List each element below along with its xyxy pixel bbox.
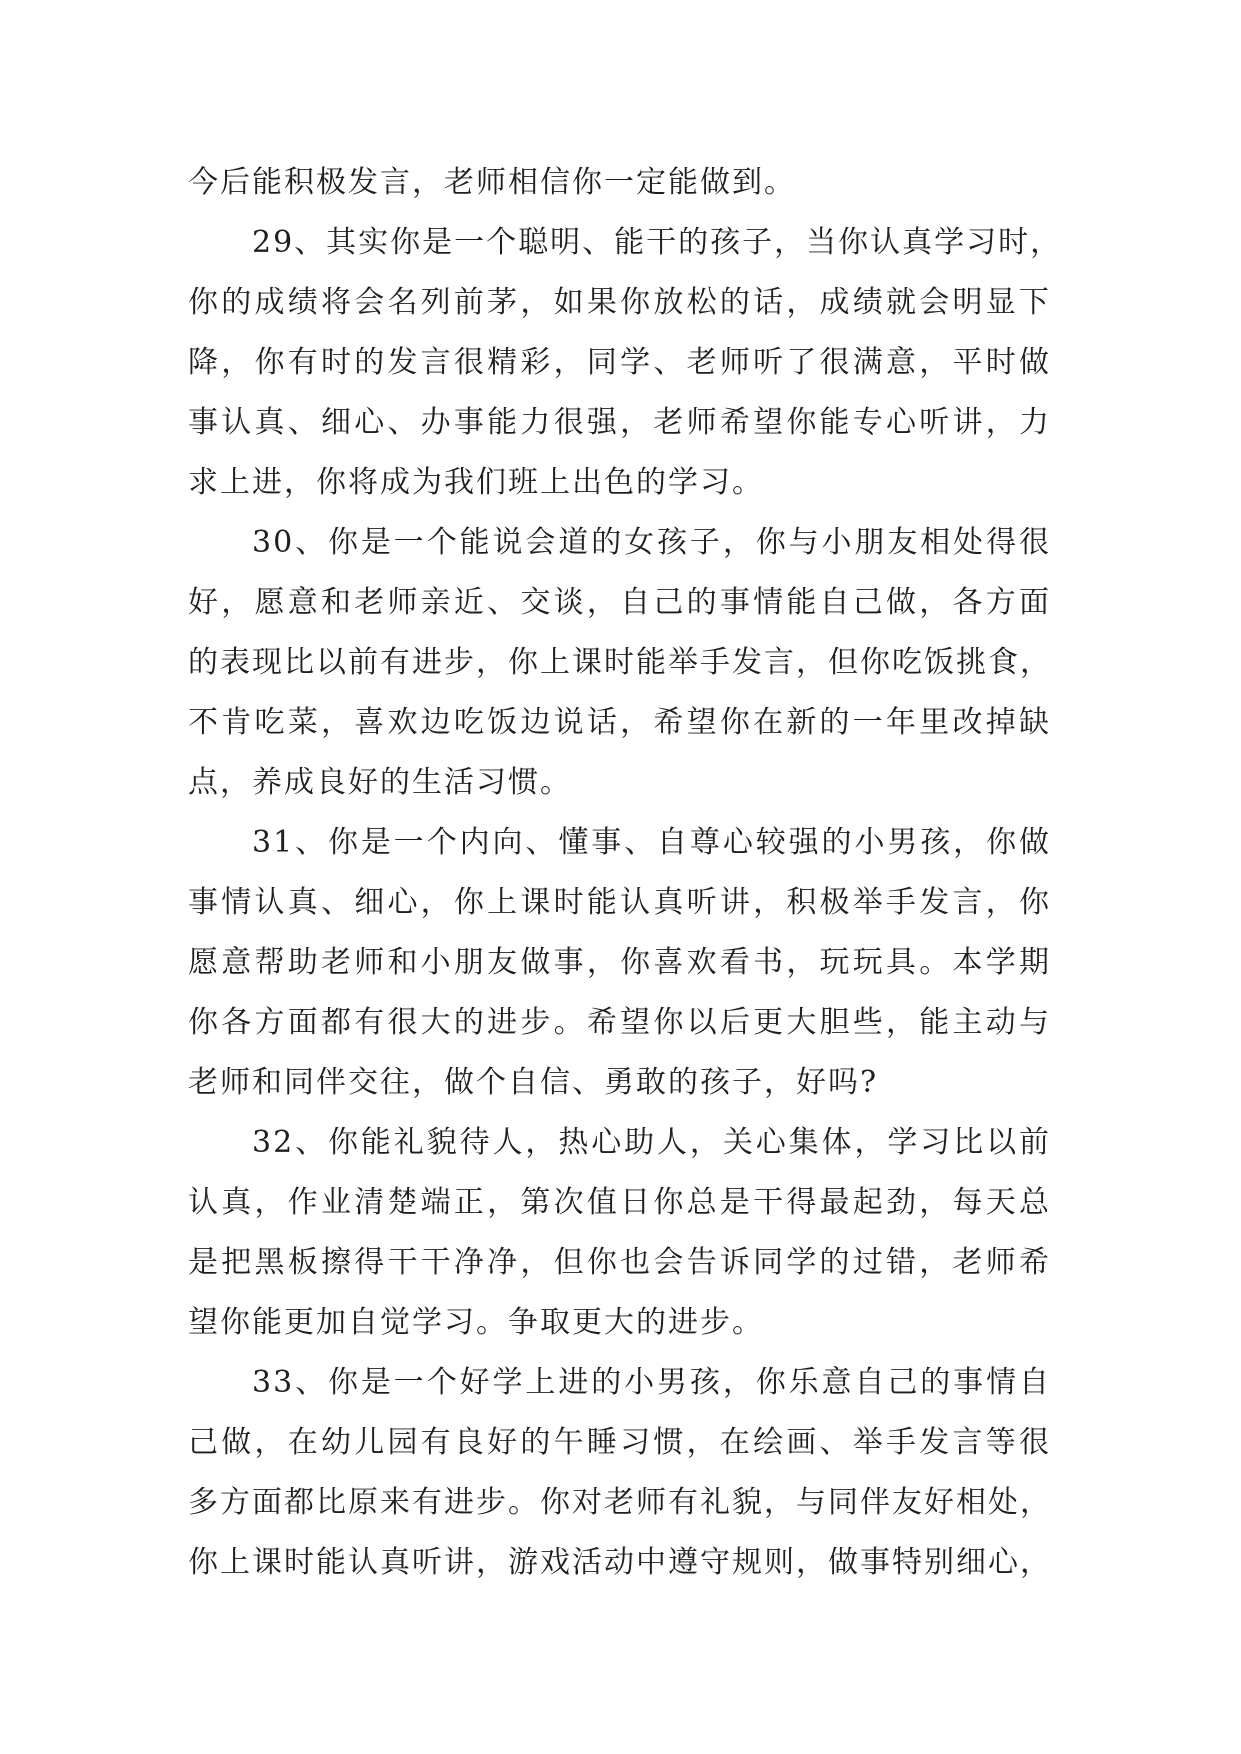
text-line: 的表现比以前有进步，你上课时能举手发言，但你吃饭挑食， <box>188 645 1052 680</box>
paragraph-32-line: 32、你能礼貌待人，热心助人，关心集体，学习比以前 <box>252 1125 1051 1160</box>
text-line: 事情认真、细心，你上课时能认真听讲，积极举手发言，你 <box>188 885 1051 920</box>
paragraph-31-line: 31、你是一个内向、懂事、自尊心较强的小男孩，你做 <box>252 825 1051 860</box>
text-line: 事认真、细心、办事能力很强，老师希望你能专心听讲，力 <box>188 405 1051 440</box>
text-line: 不肯吃菜，喜欢边吃饭边说话，希望你在新的一年里改掉缺 <box>188 705 1051 740</box>
text-line: 老师和同伴交往，做个自信、勇敢的孩子，好吗? <box>188 1065 879 1100</box>
paragraph-33-line: 33、你是一个好学上进的小男孩，你乐意自己的事情自 <box>252 1365 1051 1400</box>
document-body <box>188 153 1063 1593</box>
text-line: 愿意帮助老师和小朋友做事，你喜欢看书，玩玩具。本学期 <box>188 945 1051 980</box>
text-line: 你的成绩将会名列前茅，如果你放松的话，成绩就会明显下 <box>188 285 1051 320</box>
text-line: 求上进，你将成为我们班上出色的学习。 <box>188 465 764 500</box>
text-line: 己做，在幼儿园有良好的午睡习惯，在绘画、举手发言等很 <box>188 1425 1051 1460</box>
text-line: 降，你有时的发言很精彩，同学、老师听了很满意，平时做 <box>188 345 1051 380</box>
paragraph-30-line: 30、你是一个能说会道的女孩子，你与小朋友相处得很 <box>252 525 1051 560</box>
text-line: 你各方面都有很大的进步。希望你以后更大胆些，能主动与 <box>188 1005 1051 1040</box>
text-line: 是把黑板擦得干干净净，但你也会告诉同学的过错，老师希 <box>188 1245 1051 1280</box>
text-line: 认真，作业清楚端正，第次值日你总是干得最起劲，每天总 <box>188 1185 1051 1220</box>
text-line: 点，养成良好的生活习惯。 <box>188 765 572 800</box>
text-line: 望你能更加自觉学习。争取更大的进步。 <box>188 1305 764 1340</box>
text-line: 好，愿意和老师亲近、交谈，自己的事情能自己做，各方面 <box>188 585 1051 620</box>
text-line: 今后能积极发言，老师相信你一定能做到。 <box>188 165 796 200</box>
paragraph-29-line: 29、其实你是一个聪明、能干的孩子，当你认真学习时， <box>252 225 1063 260</box>
text-line: 多方面都比原来有进步。你对老师有礼貌，与同伴友好相处， <box>188 1485 1052 1520</box>
text-line: 你上课时能认真听讲，游戏活动中遵守规则，做事特别细心， <box>188 1545 1052 1580</box>
